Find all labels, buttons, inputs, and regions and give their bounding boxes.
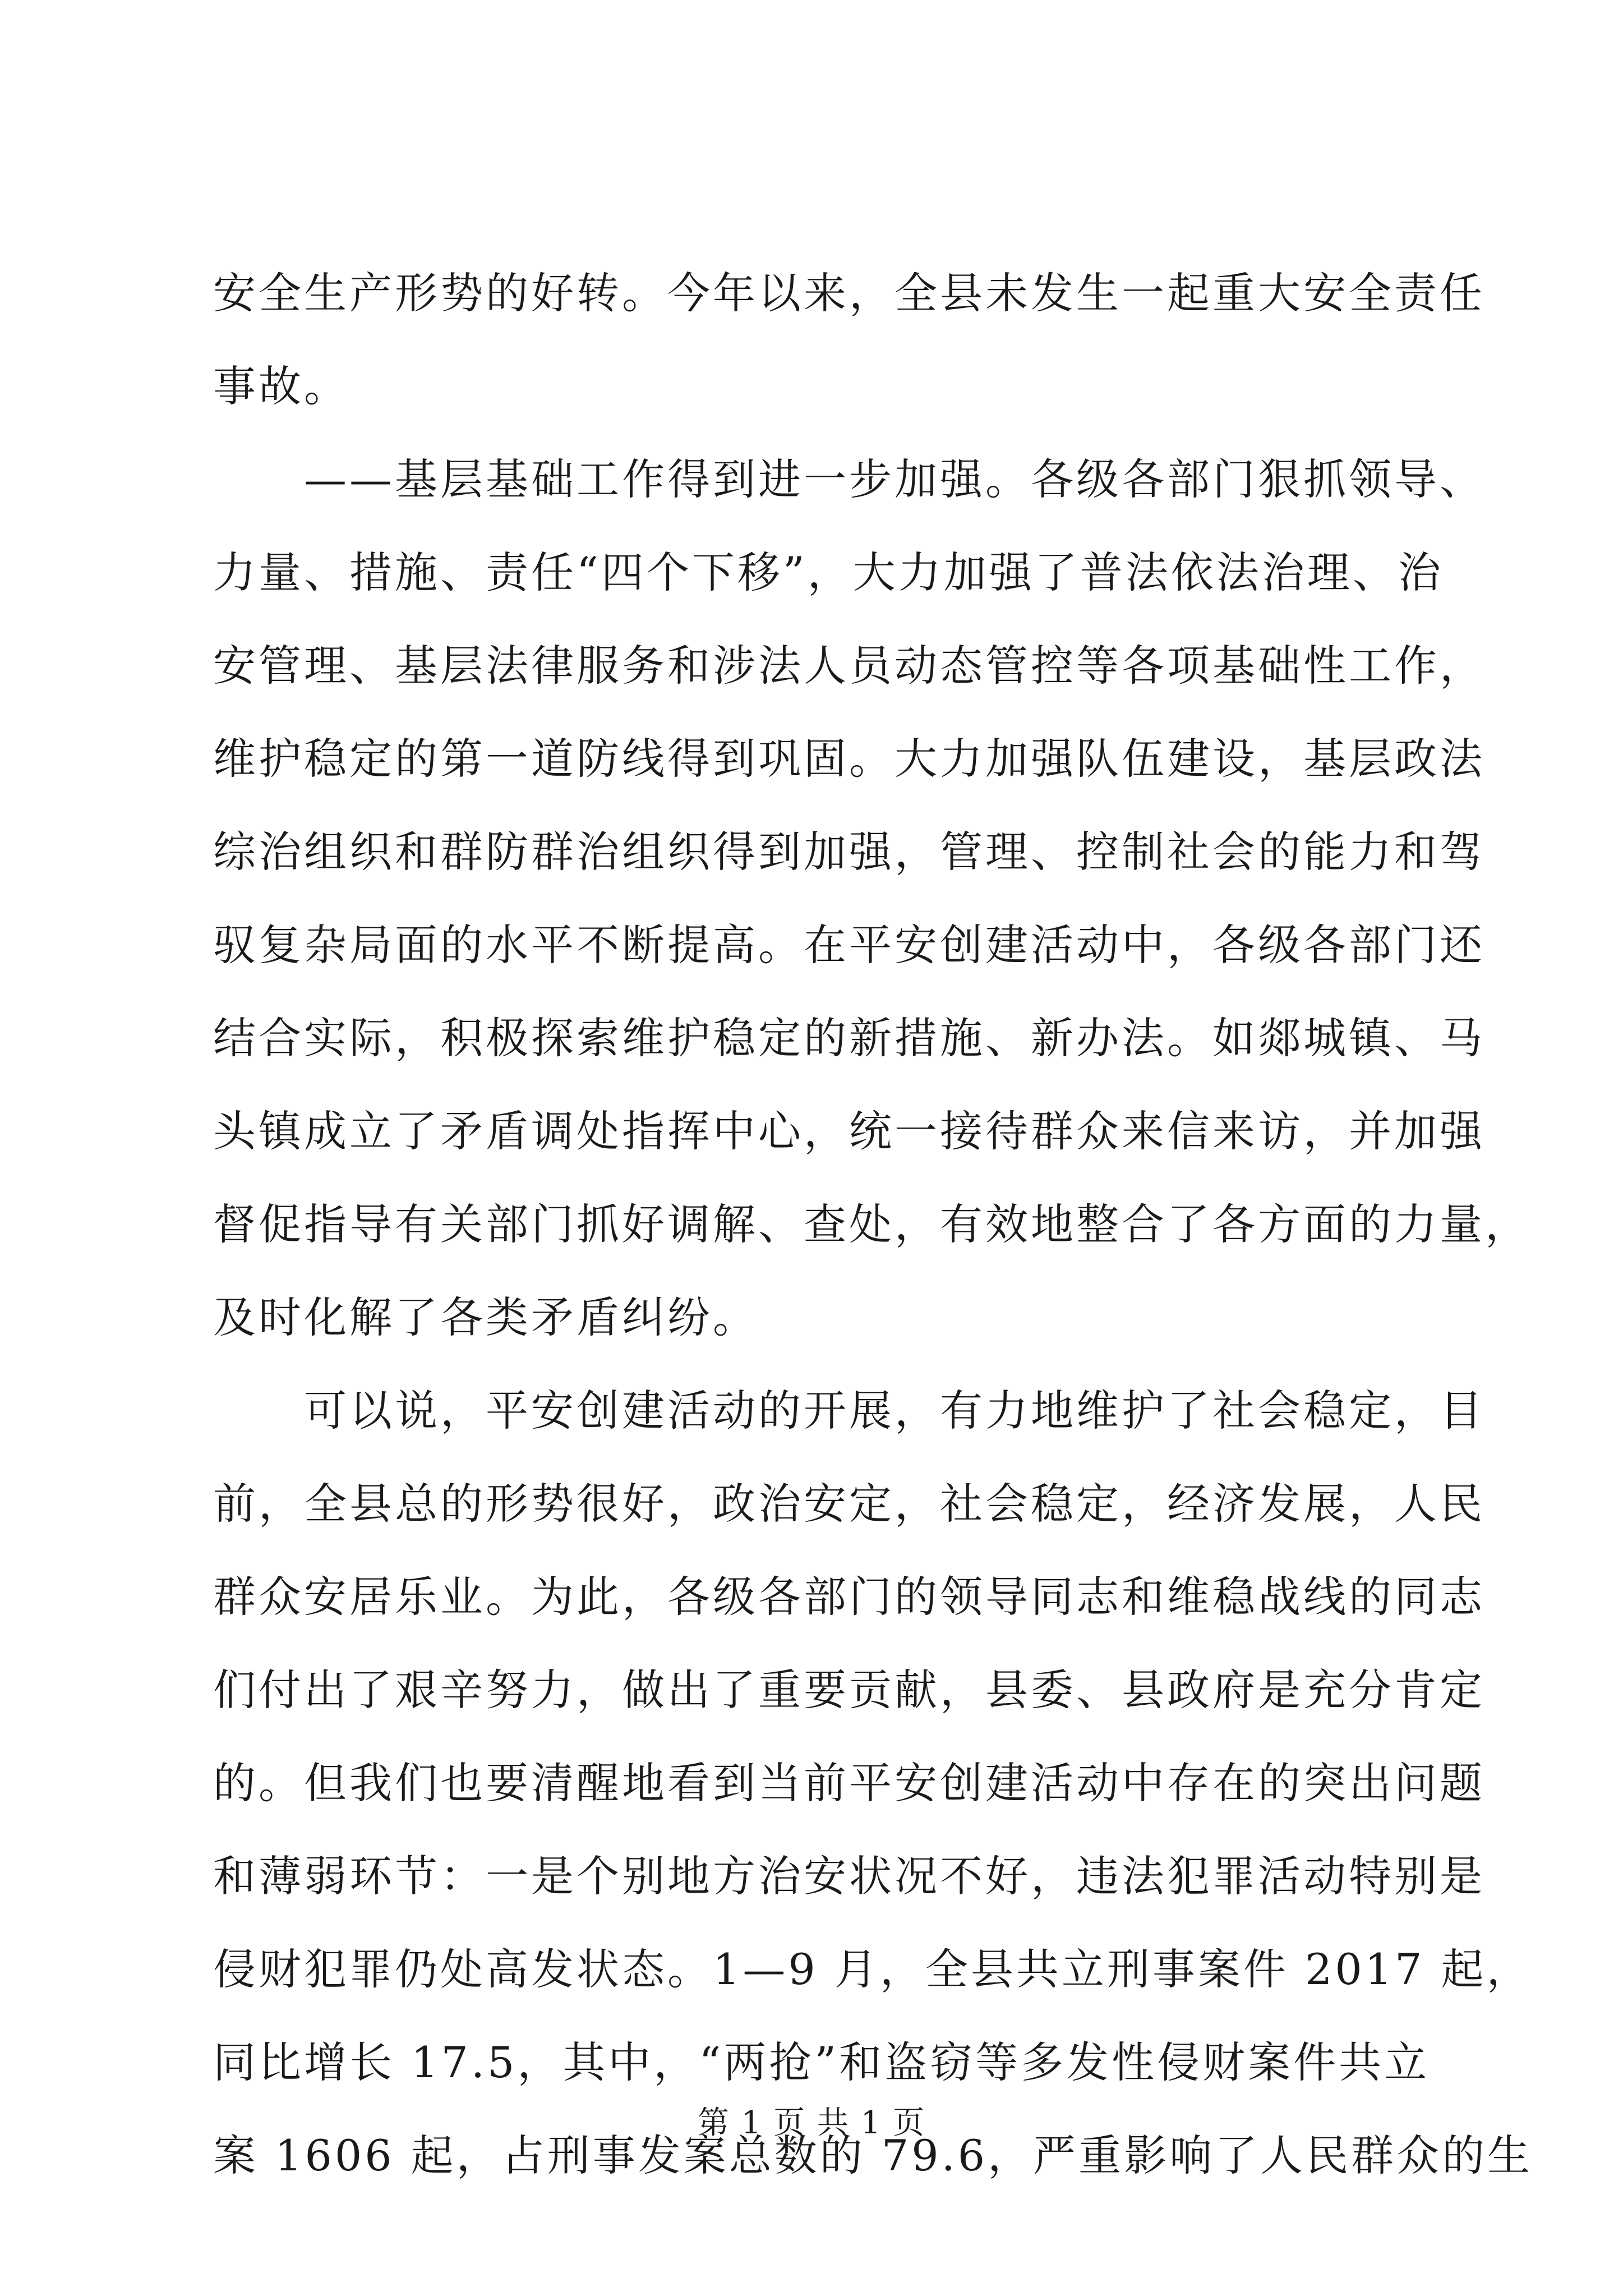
document-body bbox=[213, 247, 1533, 2202]
text-line: 们付出了艰辛努力，做出了重要贡献，县委、县政府是充分肯定 bbox=[213, 1665, 1485, 1715]
text-line: 同比增长 17.5，其中，“两抢”和盗窃等多发性侵财案件共立 bbox=[213, 2037, 1430, 2087]
text-line: 综治组织和群防群治组织得到加强，管理、控制社会的能力和驾 bbox=[213, 827, 1485, 877]
text-line: ——基层基础工作得到进一步加强。各级各部门狠抓领导、 bbox=[213, 454, 1485, 504]
text-line: 督促指导有关部门抓好调解、查处，有效地整合了各方面的力量， bbox=[213, 1199, 1530, 1249]
text-line: 的。但我们也要清醒地看到当前平安创建活动中存在的突出问题 bbox=[213, 1758, 1485, 1808]
text-line: 安全生产形势的好转。今年以来，全县未发生一起重大安全责任 bbox=[213, 268, 1485, 318]
text-line: 头镇成立了矛盾调处指挥中心，统一接待群众来信来访，并加强 bbox=[213, 1106, 1485, 1156]
text-line: 前，全县总的形势很好，政治安定，社会稳定，经济发展，人民 bbox=[213, 1479, 1485, 1529]
text-line: 维护稳定的第一道防线得到巩固。大力加强队伍建设，基层政法 bbox=[213, 734, 1485, 784]
text-line: 群众安居乐业。为此，各级各部门的领导同志和维稳战线的同志 bbox=[213, 1572, 1485, 1622]
text-line: 力量、措施、责任“四个下移”，大力加强了普法依法治理、治 bbox=[213, 547, 1444, 597]
text-line: 驭复杂局面的水平不断提高。在平安创建活动中，各级各部门还 bbox=[213, 920, 1485, 970]
text-line: 案 1606 起，占刑事发案总数的 79.6，严重影响了人民群众的生 bbox=[213, 2131, 1533, 2180]
text-line: 和薄弱环节：一是个别地方治安状况不好，违法犯罪活动特别是 bbox=[213, 1851, 1485, 1901]
text-line: 可以说，平安创建活动的开展，有力地维护了社会稳定，目 bbox=[213, 1386, 1485, 1435]
text-line: 安管理、基层法律服务和涉法人员动态管控等各项基础性工作， bbox=[213, 641, 1485, 691]
text-line: 及时化解了各类矛盾纠纷。 bbox=[213, 1292, 758, 1342]
text-line: 事故。 bbox=[213, 361, 349, 411]
text-line: 侵财犯罪仍处高发状态。1—9 月，全县共立刑事案件 2017 起， bbox=[213, 1944, 1532, 1994]
page-footer: 第 1 页 共 1 页 bbox=[697, 2105, 926, 2141]
text-line: 结合实际，积极探索维护稳定的新措施、新办法。如郯城镇、马 bbox=[213, 1013, 1485, 1063]
